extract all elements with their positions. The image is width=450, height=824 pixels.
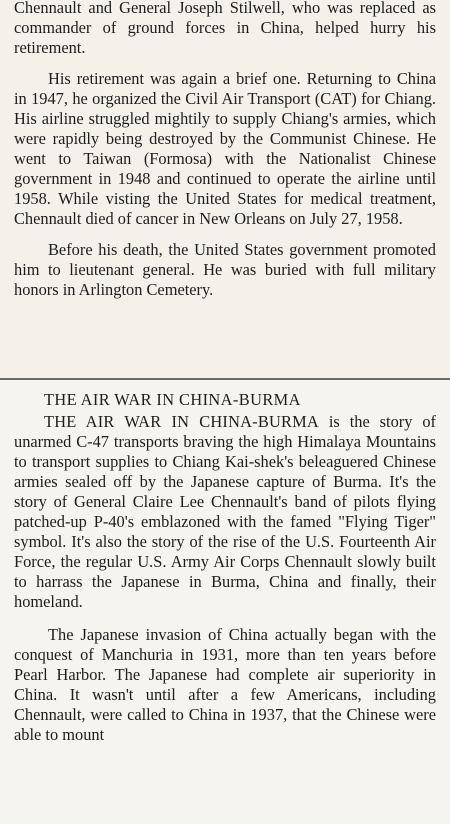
body-paragraph: Before his death, the United States government promoted him to lieutenant general. He was buried with full military honors in Arlington Cemetery. <box>14 240 436 299</box>
body-paragraph: Chennault and General Joseph Stilwell, who was replaced as commander of ground forces in China, helped hurry his retirement. <box>14 0 436 57</box>
article-heading: THE AIR WAR IN CHINA-BURMA <box>44 390 301 409</box>
lead-paragraph <box>14 412 436 612</box>
lead-text: is the story of unarmed C-47 transports braving the high Himalaya Mountains to transport supplies to Chiang Kai-shek's beleaguered Chinese armies sealed off by the Japanese capture of Burma. It's the story of General Claire Lee Chennault's band of pilots flying patched-up P-40's emblazoned with the famed "Flying Tiger" symbol. It's also the story of the rise of the U.S. Fourteenth Air Force, the regular U.S. Army Air Corps Chennault slowly built to harrass the Japanese in Burma, China and finally, their homeland. <box>14 412 436 611</box>
previous-article-continuation <box>0 0 450 378</box>
lead-title: THE AIR WAR IN CHINA-BURMA <box>44 412 319 431</box>
body-paragraph: The Japanese invasion of China actually began with the conquest of Manchuria in 1931, more than ten years before Pearl Harbor. The Japanese had complete air superiority in China. It wasn't until after a few Americans, including Chennault, were called to China in 1937, that the Chinese were able to mount <box>14 625 436 744</box>
article-air-war-china-burma <box>0 380 450 824</box>
body-paragraph: His retirement was again a brief one. Returning to China in 1947, he organized the Civil Air Transport (CAT) for Chiang. His airline struggled mightily to supply Chiang's armies, which were rapidly being destroyed by the Communist Chinese. He went to Taiwan (Formosa) with the Nationalist Chinese government in 1948 and continued to operate the airline until 1958. While visting the United States for medical treatment, Chennault died of cancer in New Orleans on July 27, 1958. <box>14 69 436 228</box>
